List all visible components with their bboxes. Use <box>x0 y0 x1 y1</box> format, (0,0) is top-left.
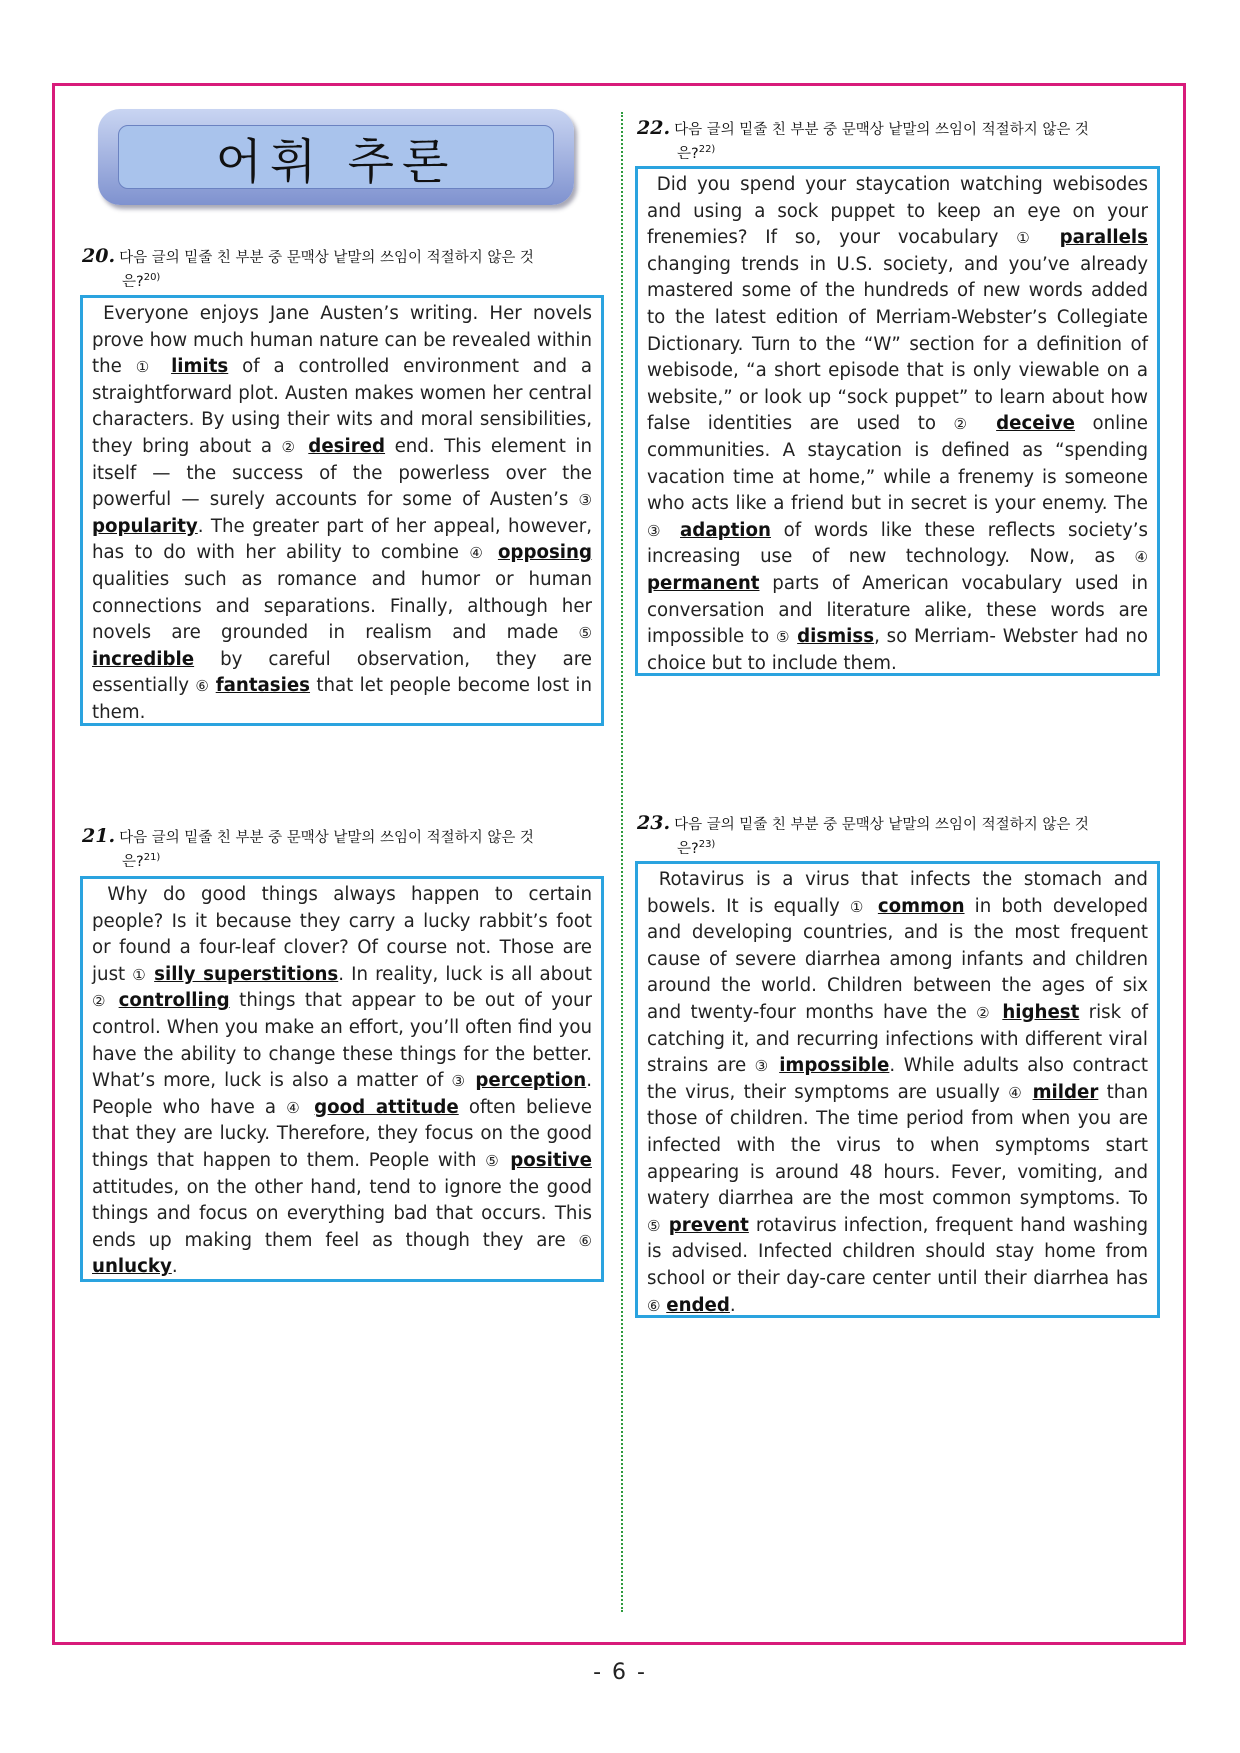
question-header-20 <box>82 246 602 292</box>
choice-marker: ② <box>953 415 979 434</box>
passage-segment <box>771 1055 779 1076</box>
passage-text <box>647 172 1148 677</box>
passage-segment: . <box>171 1256 178 1278</box>
underlined-word: parallels <box>1059 227 1148 249</box>
passage-segment: attitudes, on the other hand, tend to ignore the good things and focus on everything bad that occurs. This ends up making them feel as though they are <box>92 1176 592 1251</box>
question-prompt-continued: 은?$^{20)}$ <box>122 272 161 290</box>
passage-segment: . The greater part of her appeal, however, has to do with her ability to combine <box>92 515 592 564</box>
passage-segment: often believe that they are lucky. Therefore, they focus on the good things that happen to them. People with <box>92 1096 592 1171</box>
passage-segment: parts of American vocabulary used in conversation and literature alike, these words are impossible to <box>647 572 1148 648</box>
question-header-21 <box>82 826 602 872</box>
underlined-word: permanent <box>647 572 760 594</box>
question-prompt: 다음 글의 밑줄 친 부분 중 문맥상 낱말의 쓰임이 적절하지 않은 것 <box>119 830 534 846</box>
underlined-word: unlucky <box>92 1256 172 1278</box>
passage-segment <box>868 896 878 917</box>
passage-segment <box>109 990 118 1011</box>
question-header-23 <box>637 813 1159 859</box>
passage-segment: Everyone enjoys Jane Austen’s writing. Her novels prove how much human nature can be revealed within the <box>92 303 592 378</box>
choice-marker: ④ <box>469 544 488 563</box>
passage-text <box>92 301 592 727</box>
choice-marker: ⑥ <box>578 1231 592 1250</box>
underlined-word: good attitude <box>314 1096 459 1118</box>
question-prompt-continued: 은?$^{23)}$ <box>677 839 716 857</box>
passage-text <box>92 882 592 1281</box>
underlined-word: positive <box>510 1149 592 1171</box>
passage-segment: Did you spend your staycation watching webisodes and using a sock puppet to keep an eye on your frenemies? If so, your vocabulary <box>647 174 1148 249</box>
passage-segment: . In reality, luck is all about <box>338 963 592 985</box>
passage-segment: . People who have a <box>92 1070 592 1118</box>
question-prompt-continued: 은?$^{22)}$ <box>677 144 716 162</box>
choice-marker: ③ <box>647 521 668 540</box>
choice-marker: ⑥ <box>647 1296 661 1315</box>
passage-box-20 <box>80 295 604 726</box>
choice-marker: ③ <box>578 491 592 510</box>
passage-text <box>647 867 1148 1319</box>
page-number: - 6 - <box>593 1660 647 1685</box>
passage-segment: than those of children. The time period from when you are infected with the virus to when symptoms start appearing is around 48 hours. Fever, vomiting, and watery diarrhea are the most common symptoms. To <box>647 1081 1148 1210</box>
choice-marker: ② <box>281 437 299 456</box>
choice-marker: ④ <box>1008 1083 1025 1102</box>
underlined-word: perception <box>475 1070 587 1092</box>
underlined-word: limits <box>171 356 229 378</box>
choice-marker: ④ <box>286 1098 304 1117</box>
choice-marker: ① <box>1016 229 1042 248</box>
passage-segment <box>304 1097 314 1118</box>
passage-segment: end. This element in itself — the success of the powerless over the powerful — surely accounts for some of Austen’s <box>92 435 592 511</box>
underlined-word: desired <box>308 435 386 457</box>
passage-box-22 <box>635 166 1160 676</box>
passage-box-21 <box>80 876 604 1282</box>
underlined-word: fantasies <box>215 675 311 697</box>
passage-segment: by careful observation, they are essentially <box>92 648 592 697</box>
footnote-ref: 23) <box>698 839 716 850</box>
section-title-inner <box>118 125 554 189</box>
passage-segment: rotavirus infection, frequent hand washing is advised. Infected children should stay home from school or their day-care center until their diarrhea has <box>647 1214 1148 1289</box>
underlined-word: impossible <box>779 1055 890 1077</box>
underlined-word: deceive <box>996 413 1076 435</box>
underlined-word: opposing <box>497 542 592 564</box>
underlined-word: prevent <box>668 1214 749 1236</box>
underlined-word: adaption <box>680 519 771 541</box>
passage-segment <box>1024 1082 1032 1103</box>
passage-segment <box>299 436 309 457</box>
passage-segment: of a controlled environment and a straightforward plot. Austen makes women her central characters. By using their wits and moral sensibilities, they bring about a <box>92 356 592 457</box>
passage-segment: . While adults also contract the virus, their symptoms are usually <box>647 1055 1148 1103</box>
passage-segment: changing trends in U.S. society, and you’ve already mastered some of the hundreds of new words added to the latest edition of Merriam-Webster’s Collegiate Dictionary. Turn to the “W” section for a definition of webisode, “a short episode that is only viewable on a website,” or look up “sock puppet” to learn about how false identities are used to <box>647 253 1148 435</box>
passage-segment: risk of catching it, and recurring infections with different viral strains are <box>647 1001 1148 1077</box>
passage-segment <box>488 542 498 563</box>
choice-marker: ⑤ <box>578 624 592 643</box>
footnote-ref: 22) <box>698 144 716 155</box>
passage-segment <box>662 1215 669 1236</box>
passage-segment: Rotavirus is a virus that infects the stomach and bowels. It is equally <box>647 869 1148 917</box>
choice-marker: ② <box>92 992 110 1011</box>
passage-segment: Why do good things always happen to certain people? Is it because they carry a lucky rabbit’s foot or found a four-leaf clover? Of course not. Those are just <box>92 884 592 985</box>
passage-segment <box>157 356 171 377</box>
passage-segment: online communities. A staycation is defined as “spending vacation time at home,” while a frenemy is someone who acts like a friend but in secret is your enemy. The <box>647 413 1148 515</box>
underlined-word: incredible <box>92 648 195 670</box>
question-number: 22. <box>637 117 671 139</box>
passage-segment: , so Merriam- Webster had no choice but to include them. <box>647 626 1148 674</box>
passage-segment: things that appear to be out of your control. When you make an effort, you’ll often find you have the ability to change these things for the better. What’s more, luck is also a matter of <box>92 990 592 1092</box>
footnote-ref: 20) <box>143 272 161 283</box>
section-title-badge <box>98 109 574 205</box>
passage-segment: in both developed and developing countries, and is the most frequent cause of severe diarrhea among infants and children around the world. Children between the ages of six and twenty-four months have the <box>647 895 1148 1023</box>
section-title: 어휘 추론 <box>215 133 457 190</box>
passage-segment: that let people become lost in them. <box>92 675 592 723</box>
passage-box-23 <box>635 861 1160 1318</box>
passage-segment <box>667 520 680 541</box>
question-number: 23. <box>637 812 671 834</box>
underlined-word: milder <box>1032 1081 1099 1103</box>
passage-segment: qualities such as romance and humor or human connections and separations. Finally, although her novels are grounded in realism and made <box>92 568 592 644</box>
choice-marker: ① <box>849 897 868 916</box>
question-number: 21. <box>82 825 116 847</box>
footnote-ref: 21) <box>143 852 161 863</box>
choice-marker: ② <box>976 1003 994 1022</box>
passage-segment: . <box>729 1294 736 1316</box>
choice-marker: ③ <box>451 1072 468 1091</box>
choice-marker: ③ <box>754 1057 771 1076</box>
underlined-word: silly superstitions <box>154 963 339 985</box>
choice-marker: ④ <box>1134 548 1148 567</box>
passage-segment <box>502 1150 511 1171</box>
question-header-22 <box>637 118 1159 164</box>
choice-marker: ⑤ <box>485 1151 502 1170</box>
column-divider <box>621 112 623 1612</box>
question-prompt: 다음 글의 밑줄 친 부분 중 문맥상 낱말의 쓰임이 적절하지 않은 것 <box>674 817 1089 833</box>
underlined-word: highest <box>1002 1001 1080 1023</box>
underlined-word: popularity <box>92 515 198 537</box>
question-prompt: 다음 글의 밑줄 친 부분 중 문맥상 낱말의 쓰임이 적절하지 않은 것 <box>119 250 534 266</box>
choice-marker: ⑤ <box>647 1216 662 1235</box>
choice-marker: ⑥ <box>195 677 210 696</box>
underlined-word: common <box>877 895 965 917</box>
choice-marker: ① <box>135 358 158 377</box>
passage-segment <box>979 413 997 434</box>
passage-segment: of words like these reflects society’s increasing use of new technology. Now, as <box>647 519 1148 568</box>
choice-marker: ① <box>132 965 148 984</box>
question-number: 20. <box>82 245 116 267</box>
question-prompt: 다음 글의 밑줄 친 부분 중 문맥상 낱말의 쓰임이 적절하지 않은 것 <box>674 122 1089 138</box>
question-prompt-continued: 은?$^{21)}$ <box>122 852 161 870</box>
choice-marker: ⑤ <box>775 628 791 647</box>
passage-segment <box>993 1002 1002 1023</box>
passage-segment <box>1042 227 1060 248</box>
underlined-word: controlling <box>118 990 230 1012</box>
underlined-word: ended <box>666 1294 730 1316</box>
underlined-word: dismiss <box>797 626 875 648</box>
